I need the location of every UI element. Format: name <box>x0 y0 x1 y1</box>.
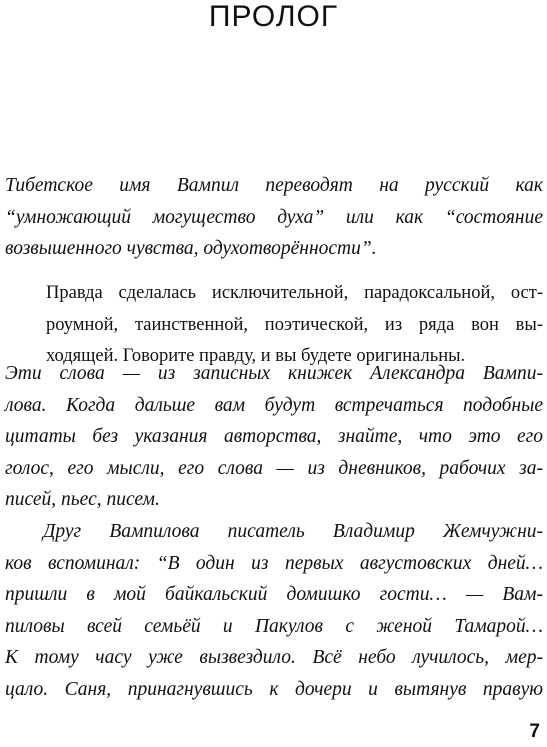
chapter-title: ПРОЛОГ <box>208 0 339 33</box>
text-line: Друг Вампилова писатель Владимир Жемчужни- <box>43 520 543 542</box>
text-line: пришли в мой байкальский домишко гости… — Вам- <box>5 584 543 606</box>
text-line: голос, его мысли, его слова — из дневников, рабочих за- <box>5 457 543 479</box>
text-line: цало. Саня, принагнувшись к дочери и вытянув правую <box>5 678 543 700</box>
text-line: пиловы всей семьёй и Пакулов с женой Тамарой… <box>5 615 543 637</box>
intro-paragraph <box>5 170 543 265</box>
quote-line: роумной, таинственной, поэтической, из ряда вон вы- <box>46 314 543 335</box>
text-line: писей, пьес, писем. <box>5 489 160 511</box>
text-line: лова. Когда дальше вам будут встречаться подобные <box>5 394 543 416</box>
page-number: 7 <box>529 721 540 742</box>
text-line: “умножающий могущество духа” или как “состояние <box>5 206 543 228</box>
text-line: ков вспоминал: “В один из первых августовских дней… <box>5 552 543 574</box>
quote-line: Правда сделалась исключительной, парадоксальной, ост- <box>46 283 543 303</box>
body-paragraphs <box>5 358 543 706</box>
quote-line: ходящей. Говорите правду, и вы будете оригинальны. <box>46 346 466 367</box>
text-line: К тому часу уже вызвездило. Всё небо лучилось, мер- <box>5 647 543 669</box>
text-line: цитаты без указания авторства, знайте, что это его <box>5 426 543 448</box>
text-line: Эти слова — из записных книжек Александра Вампи- <box>5 363 543 384</box>
text-line: Тибетское имя Вампил переводят на русский как <box>5 175 543 196</box>
text-line: возвышенного чувства, одухотворённости”. <box>5 238 377 260</box>
